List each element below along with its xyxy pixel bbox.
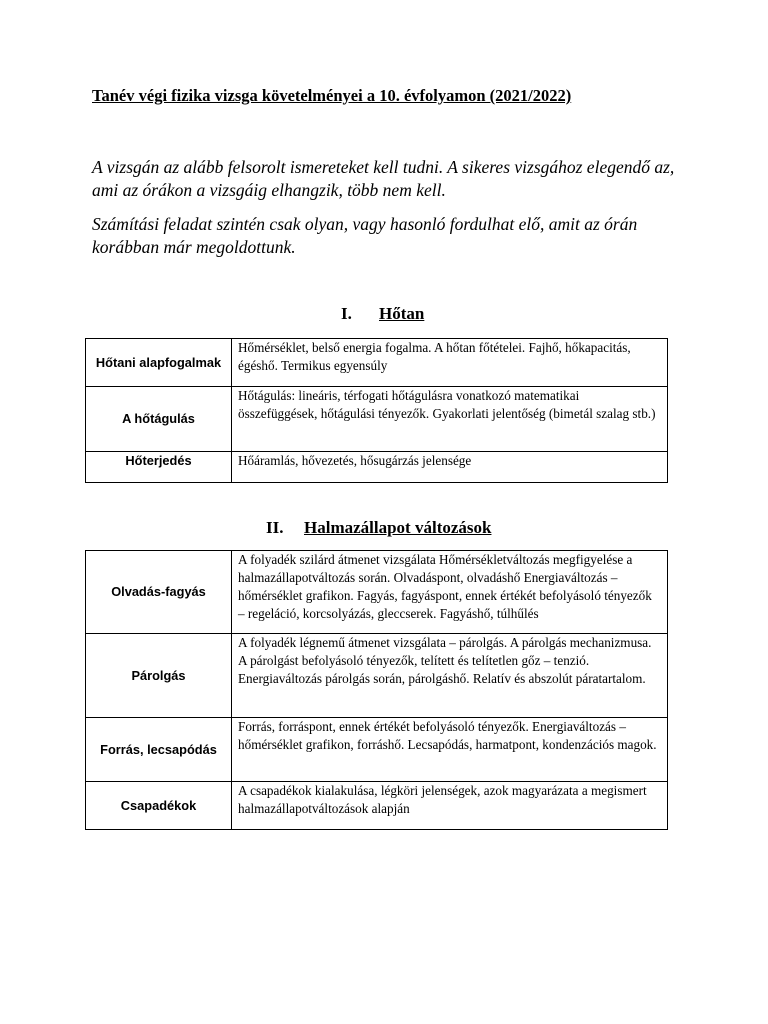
topic-cell: Olvadás-fagyás [86, 551, 232, 634]
section-title: Hőtan [379, 304, 425, 323]
document-title: Tanév végi fizika vizsga követelményei a 10. évfolyamon (2021/2022) [92, 86, 572, 105]
table-row [86, 452, 668, 483]
intro-paragraph: A vizsgán az alább felsorolt ismereteket kell tudni. A sikeres vizsgához elegendő az, ami az órákon a vizsgáig elhangzik, több nem kell. [92, 157, 675, 200]
topic-cell: Csapadékok [86, 782, 232, 830]
section-title: Halmazállapot változások [304, 518, 492, 537]
section-number: I. [341, 304, 352, 323]
description-cell: Hőtágulás: lineáris, térfogati hőtágulásra vonatkozó matematikai összefüggések, hőtágulási tényezők. Gyakorlati jelentőség (bimetál szalag stb.) [232, 387, 668, 452]
table-row [86, 551, 668, 634]
topic-cell: Forrás, lecsapódás [86, 718, 232, 782]
description-cell: A folyadék légnemű átmenet vizsgálata – párolgás. A párolgás mechanizmusa. A párolgást befolyásoló tényezők, telített és telítetlen gőz – tenzió. Energiaváltozás párolgás során, párolgáshő. Relatív és abszolút páratartalom. [232, 634, 668, 718]
description-cell: A csapadékok kialakulása, légköri jelenségek, azok magyarázata a megismert halmazállapotváltozások alapján [232, 782, 668, 830]
topic-cell: Hőtani alapfogalmak [86, 339, 232, 387]
topic-cell: Hőterjedés [86, 452, 232, 483]
description-cell: Forrás, forráspont, ennek értékét befolyásoló tényezők. Energiaváltozás – hőmérséklet grafikon, forráshő. Lecsapódás, harmatpont, kondenzációs magok. [232, 718, 668, 782]
topics-table-halmazallapot [85, 550, 668, 830]
description-cell: Hőmérséklet, belső energia fogalma. A hőtan főtételei. Fajhő, hőkapacitás, égéshő. Termikus egyensúly [232, 339, 668, 387]
section-heading-hotan [341, 304, 424, 324]
table-row [86, 718, 668, 782]
topics-table-hotan [85, 338, 668, 483]
table-row [86, 782, 668, 830]
description-cell: Hőáramlás, hővezetés, hősugárzás jelensége [232, 452, 668, 483]
topic-cell: A hőtágulás [86, 387, 232, 452]
table-row [86, 634, 668, 718]
topic-cell: Párolgás [86, 634, 232, 718]
description-cell: A folyadék szilárd átmenet vizsgálata Hőmérsékletváltozás megfigyelése a halmazállapotváltozás során. Olvadáspont, olvadáshő Energiaváltozás – hőmérséklet grafikon. Fagyás, fagyáspont, ennek értékét befolyásoló tényezők – regeláció, korcsolyázás, gleccserek. Fagyáshő, túlhűlés [232, 551, 668, 634]
section-heading-halmazallapot [266, 518, 491, 538]
section-number: II. [266, 518, 284, 537]
table-row [86, 339, 668, 387]
table-row [86, 387, 668, 452]
intro-paragraph: Számítási feladat szintén csak olyan, vagy hasonló fordulhat elő, amit az órán korábban már megoldottunk. [92, 214, 638, 257]
